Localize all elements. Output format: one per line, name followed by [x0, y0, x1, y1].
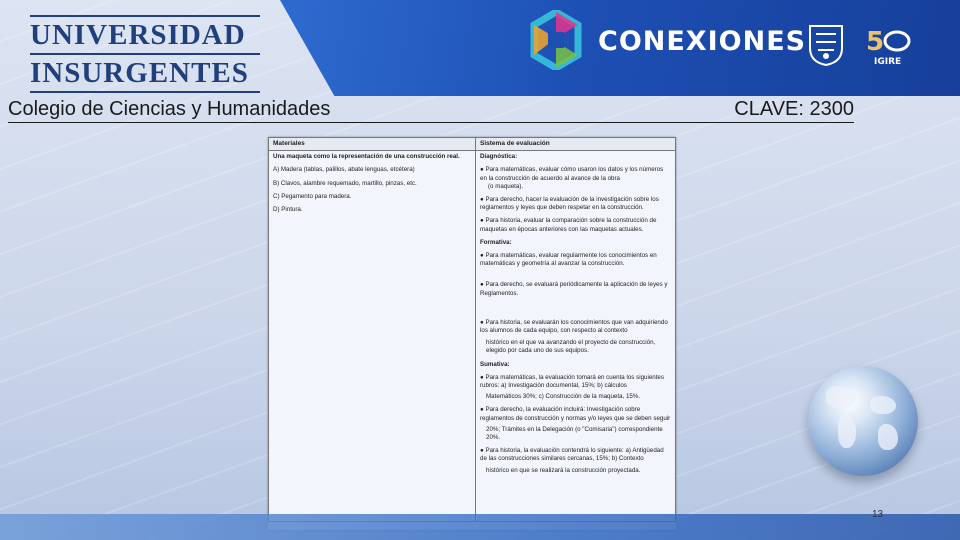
footer-band: [0, 514, 960, 540]
clave-code: CLAVE: 2300: [734, 98, 854, 120]
diag-item: ● Para derecho, hacer la evaluación de la investigación sobre los reglamentos y leyes que deben respetar en la construcción.: [480, 196, 659, 212]
diag-item: ● Para matemáticas, evaluar cómo usaron los datos y los números en la construcción de acuerdo al avance de la obra: [480, 166, 664, 182]
page-number: 13: [872, 509, 884, 520]
sum-item-cont: Matemáticos 30%; c) Construcción de la maqueta, 15%.: [486, 393, 641, 401]
university-logo: [30, 12, 260, 96]
sum-item: ● Para matemáticas, la evaluación tomará en cuenta los siguientes rubros: a) Investigación documental, 15%; b) cálculos: [480, 373, 664, 390]
diag-item: ● Para historia, evaluar la comparación sobre la construcción de maquetas en épocas anteriores con las maquetas actuales.: [480, 217, 657, 233]
form-item-cont: histórico en el que va avanzando el proyecto de construcción, elegido por cada uno de sus equipos.: [486, 339, 656, 355]
university-line1: UNIVERSIDAD: [30, 19, 246, 51]
university-line2: INSURGENTES: [30, 57, 249, 89]
document-page: [268, 137, 676, 530]
college-name: Colegio de Ciencias y Humanidades: [8, 98, 331, 120]
sum-item: ● Para derecho, la evaluación incluirá: Investigación sobre reglamentos de construcción y normas y/o leyes que se deben seguir: [480, 406, 671, 422]
form-item: ● Para matemáticas, evaluar regularmente los conocimientos en matemáticas y geometría al avanzar la construcción.: [480, 252, 657, 268]
diagnostica-title: Diagnóstica:: [480, 153, 518, 161]
sum-item-cont: histórico en que se realizará la construcción proyectada.: [486, 466, 641, 474]
material-item: D) Pintura.: [273, 206, 303, 214]
formativa-title: Formativa:: [480, 238, 512, 246]
evaluation-table: [268, 137, 676, 522]
sum-item-cont: 20%; Trámites en la Delegación (o "Comisaria") correspondiente 20%.: [486, 425, 663, 442]
materials-intro: Una maqueta como la representación de una construcción real.: [273, 153, 460, 161]
materials-cell: [269, 151, 476, 522]
globe-decoration: [808, 366, 918, 476]
sumativa-title: Sumativa:: [480, 360, 510, 368]
material-item: B) Clavos, alambre requemado, martillo, pinzas, etc.: [273, 179, 417, 187]
evaluation-cell: [476, 151, 676, 522]
subtitle-bar: [8, 98, 854, 123]
header-materiales: Materiales: [269, 138, 476, 151]
anniversary-logo-icon: [864, 22, 914, 68]
header-sistema-evaluacion: Sistema de evaluación: [476, 138, 676, 151]
diag-item-cont: (o maqueta).: [488, 182, 524, 190]
unam-shield-icon: [806, 24, 846, 66]
conexiones-logo-icon: [530, 10, 582, 70]
sum-item: ● Para historia, la evaluación contendrá lo siguiente: a) Antigüedad de las construcciones similares cercanas, 15%; b) Contexto: [480, 447, 664, 463]
brand-name: CONEXIONES: [598, 26, 807, 57]
svg-text:5: 5: [866, 27, 885, 57]
material-item: A) Madera (tablas, palillos, abate lenguas, etcétera): [273, 166, 415, 174]
form-item: ● Para historia, se evaluarán los conocimientos que van adquiriendo los alumnos de cada equipo, con respecto al contexto: [480, 318, 668, 335]
material-item: C) Pegamento para madera.: [273, 192, 352, 200]
svg-text:IGIRE: IGIRE: [874, 57, 902, 67]
form-item: ● Para derecho, se evaluará periódicamente la aplicación de leyes y Reglamentos.: [480, 281, 668, 297]
